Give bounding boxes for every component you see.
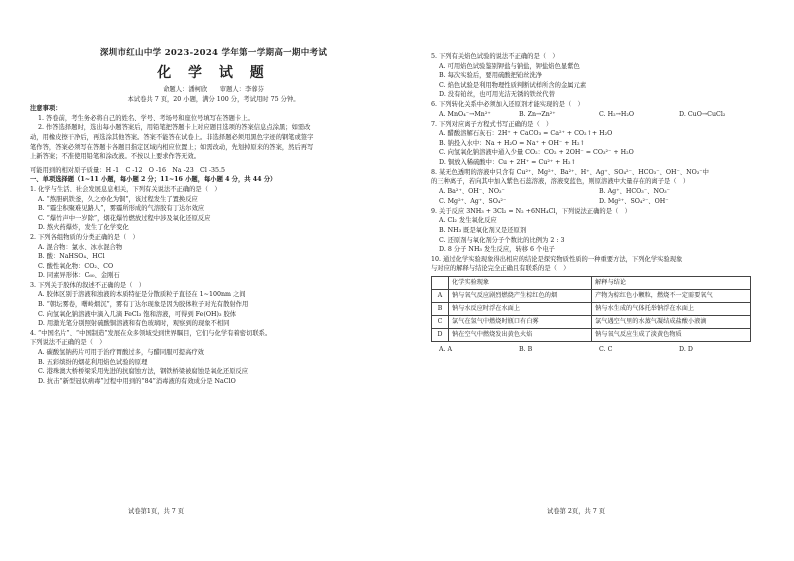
question-2-option-b: B. 酸：NaHSO₄、HCl (38, 253, 105, 261)
question-9-option-b: B. NH₃ 既是氧化剂又是还原剂 (439, 226, 527, 234)
question-8-options-row1 (431, 187, 794, 197)
question-6-options (431, 110, 794, 120)
page-footer: 试卷第1页，共 7 页 (128, 508, 185, 515)
table-header-cell: 解释与结论 (592, 276, 751, 289)
question-9-option-c: C. 还原剂与氧化剂分子个数比的比例为 2 : 3 (439, 236, 565, 244)
table-header-cell: 化学实验现象 (449, 276, 592, 289)
question-4-option-c: C. 港珠澳大桥桥梁采用先进的抗腐蚀方法，钢铁桥梁被腐蚀是氧化还原反应 (38, 368, 249, 376)
question-10-option-b: B. B (519, 345, 533, 353)
question-1-stem: 1. 化学与生活、社会发展息息相关，下列有关说法不正确的是（ ） (30, 185, 221, 193)
question-8-option-c: C. Mg²⁺、Ag⁺、SO₄²⁻ (439, 197, 507, 205)
question-1-option-c: C. “爆竹声中一岁除”，烟花爆竹燃放过程中涉及氧化还原反应 (38, 214, 211, 222)
table-cell: 钠与水生成的气体托举钠浮在水面上 (592, 302, 751, 315)
question-3-option-c: C. 向氢氧化钠溶液中滴入几滴 FeCl₃ 饱和溶液，可得到 Fe(OH)₃ 胶体 (38, 310, 237, 318)
table-header-row (432, 276, 751, 289)
table-cell: 氯气在氢气中燃烧时瓶口有白雾 (449, 315, 592, 328)
table-cell: 产物为棕红色小颗粒，燃烧不一定需要氧气 (592, 289, 751, 302)
question-9-option-d: D. 8 分子 NH₃ 发生反应，转移 6 个电子 (439, 246, 555, 254)
question-6-option-b: B. Zn→Zn²⁺ (519, 110, 556, 118)
question-8-option-a: A. Ba²⁺、OH⁻、NO₃⁻ (439, 187, 505, 195)
question-1-option-b: B. “霾尘积聚难见路人”，雾霾所形成的气溶胶有丁达尔效应 (38, 205, 205, 213)
page-footer: 试卷第 2页，共 7 页 (547, 508, 606, 515)
note-line: 1. 答卷前，考生务必将自己的姓名、学号、考场号和座位号填写在答题卡上。 (38, 114, 254, 122)
table-cell: B (432, 302, 449, 315)
question-10-stem-cont: 与对应的解释与结论完全正确且有联系的是（ ） (431, 265, 570, 273)
question-5-option-d: D. 没有铂丝，也可用光洁无锈的铁丝代替 (439, 91, 555, 99)
question-2-option-d: D. 同素异形体：C₆₀、金刚石 (38, 272, 120, 280)
question-7-option-d: D. 铜放入稀硫酸中：Cu + 2H⁺ = Cu²⁺ + H₂↑ (439, 158, 576, 166)
question-10-options (431, 345, 794, 355)
question-5-option-a: A. 可用焰色试验鉴别钾盐与钠盐，钾盐焰色显紫色 (439, 62, 580, 70)
question-2-option-a: A. 混合物：氯水、冰水混合物 (38, 243, 123, 251)
question-2-stem: 2. 下列各组物质的分类正确的是（ ） (30, 233, 139, 241)
table-cell: 钠与水反应时浮在水面上 (449, 302, 592, 315)
exam-meta: 本试卷共 7 页，20 小题，满分 100 分，考试用时 75 分钟。 (127, 95, 300, 103)
question-4-option-d: D. 抗击“新型冠状病毒”过程中用到的“84”消毒液的有效成分是 NaClO (38, 377, 236, 385)
question-4-stem-cont: 下列说法不正确的是（ ） (30, 339, 106, 347)
question-10-stem: 10. 通过化学实验现象得出相应的结论是探究物质性质的一种重要方法，下列化学实验现象 (431, 255, 683, 263)
table-cell: C (432, 315, 449, 328)
table-row (432, 315, 751, 328)
table-cell: A (432, 289, 449, 302)
question-9-stem: 9. 关于反应 3NH₃ + 3Cl₂ = N₂ +6NH₄Cl，下列说法正确的是（ ） (431, 207, 631, 215)
question-7-stem: 7. 下列对应离子方程式书写正确的是（ ） (431, 120, 553, 128)
exam-subject: 化 学 试 题 (157, 65, 270, 81)
exam-page-2 (397, 0, 794, 561)
table-cell: 钠在空气中燃烧发出黄色火焰 (449, 328, 592, 341)
table-cell: 氯气遇空气里的水蒸气凝结成盐酸小液滴 (592, 315, 751, 328)
question-8-stem: 8. 某无色透明的溶液中只含有 Cu²⁺、Mg²⁺、Ba²⁺、H⁺、Ag⁺、SO₄²⁻、HCO₃⁻、OH⁻、NO₃⁻中 (431, 168, 709, 176)
question-7-option-c: C. 向氢氧化钠溶液中通入少量 CO₂：CO₂ + 2OH⁻ = CO₃²⁻ + H₂O (439, 149, 634, 157)
table-cell: 钠与氧气反应生成了淡黄色物质 (592, 328, 751, 341)
note-line: 2. 作答选择题时，选出每小题答案后，用铅笔把答题卡上对应题目选项的答案信息点涂黑；如需改 (38, 124, 311, 132)
question-1-option-d: D. 熬火药爆炸，发生了化学变化 (38, 224, 129, 232)
question-7-option-a: A. 醋酸溶解石灰石：2H⁺ + CaCO₃ = Ca²⁺ + CO₂↑+ H₂O (439, 130, 613, 138)
exam-authors: 命题人：潘柯欣 审题人：李蓉芬 (163, 86, 264, 93)
question-7-option-b: B. 钠投入水中：Na + H₂O = Na⁺ + OH⁻ + H₂↑ (439, 139, 585, 147)
question-3-option-a: A. 胶体区别于溶液和浊液的本质特征是分散质粒子直径在 1~100nm 之间 (38, 291, 246, 299)
question-3-option-d: D. 用激光笔分别照射硫酸铜溶液和有色玻璃时，观察到的现象不相同 (38, 320, 230, 328)
question-3-stem: 3. 下列关于胶体的叙述不正确的是（ ） (30, 281, 146, 289)
question-10-option-a: A. A (439, 345, 453, 353)
question-2-option-c: C. 酸性氧化物：CO₂、CO (38, 262, 114, 270)
question-9-option-a: A. Cl₂ 发生氧化反应 (439, 217, 497, 225)
question-6-option-a: A. MnO₄⁻→Mn²⁺ (439, 110, 491, 118)
table-row (432, 289, 751, 302)
table-cell: 钠与氧气反应剧烈燃烧产生棕红色的烟 (449, 289, 592, 302)
question-10-option-d: D. D (679, 345, 693, 353)
note-line: 动，用橡皮擦干净后，再选涂其他答案。答案不能答在试卷上。非选择题必须用黑色字迹的钢笔或签字 (30, 133, 314, 141)
table-header-cell (432, 276, 449, 289)
question-6-stem: 6. 下列转化关系中必须加入还原剂才能实现的是（ ） (431, 100, 584, 108)
question-8-stem-cont: 的三种离子，若向其中加入紫色石蕊溶液，溶液变蓝色，则原溶液中大量存在的离子是（ ） (431, 178, 690, 186)
question-8-option-d: D. Mg²⁺、SO₄²⁻、OH⁻ (599, 197, 669, 205)
question-4-option-a: A. 碳酸氢钠药片可用于治疗胃酸过多，与醋同服可提高疗效 (38, 349, 204, 357)
question-1-option-a: A. “熬胆矾铁釜，久之亦化为铜”，该过程发生了置换反应 (38, 195, 198, 203)
table-cell: D (432, 328, 449, 341)
note-line: 笔作答，答案必须写在答题卡各题目指定区域内相应位置上；如需改动，先划掉原来的答案，然后再写 (30, 143, 314, 151)
question-6-option-c: C. H₂→H₂O (599, 110, 635, 118)
question-8-options-row2 (431, 197, 794, 207)
question-5-option-b: B. 每次实验后，要用硫酸把铂丝洗净 (439, 72, 543, 80)
question-4-stem: 4. “中国名片”、“中国制造”发展在众多领域受到世界瞩目，它们与化学有着密切联系。 (30, 329, 272, 337)
experiment-table (431, 276, 751, 342)
atomic-masses: 可能用到的相对原子质量：H -1 C -12 O -16 Na -23 Cl -35.5 (30, 166, 226, 174)
question-4-option-b: B. 五彩缤纷的烟花利用焰色试验的原理 (38, 358, 148, 366)
question-3-option-b: B. “朝坛雾卷，曙岭烟沉”，雾有丁达尔现象是因为胶体粒子对光有散射作用 (38, 301, 249, 309)
table-row (432, 328, 751, 341)
question-10-option-c: C. C (599, 345, 613, 353)
section-heading: 一、单项选择题（1~11 小题，每小题 2 分；11~16 小题，每小题 4 分，共 44 分） (30, 176, 277, 184)
table-row (432, 302, 751, 315)
exam-title: 深圳市红山中学 2023-2024 学年第一学期高一期中考试 (99, 48, 328, 58)
question-8-option-b: B. Ag⁺、HCO₃⁻、NO₃⁻ (599, 187, 670, 195)
note-line: 上新答案；不准使用铅笔和涂改液。不按以上要求作答无效。 (30, 153, 201, 161)
notes-heading: 注意事项： (30, 105, 62, 113)
question-5-option-c: C. 焰色试验是利用物理性质判断试样所含的金属元素 (439, 81, 587, 89)
question-6-option-d: D. CuO→CuCl₂ (679, 110, 726, 118)
question-5-stem: 5. 下列有关焰色试验的说法不正确的是（ ） (431, 53, 559, 60)
